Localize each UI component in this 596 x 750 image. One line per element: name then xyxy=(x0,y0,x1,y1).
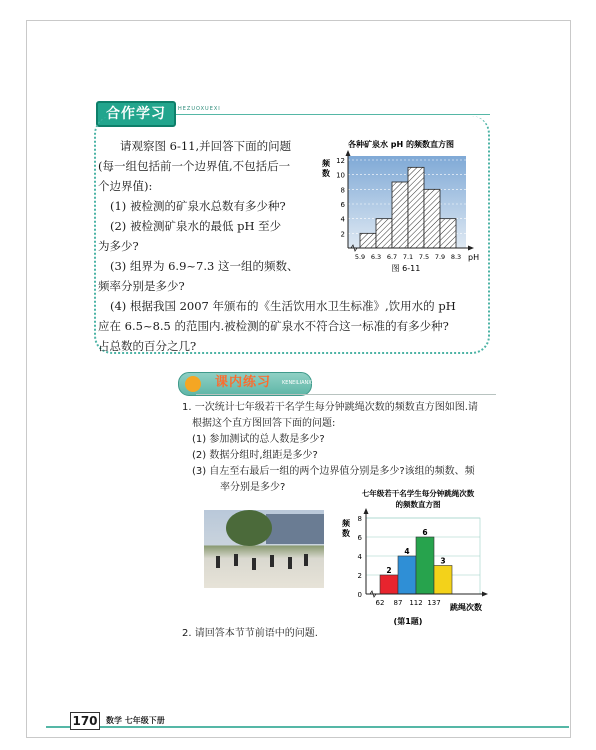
ph-bar xyxy=(408,167,424,248)
rope-x-tick-label: 62 xyxy=(375,599,385,607)
ph-y-tick-label: 12 xyxy=(336,157,345,165)
rope-bar-value-label: 3 xyxy=(440,556,446,566)
sun-icon xyxy=(185,376,201,392)
ph-chart-title: 各种矿泉水 pH 的频数直方图 xyxy=(348,140,454,149)
ph-chart-ylabel-2: 数 xyxy=(322,169,330,178)
rope-skipping-histogram xyxy=(336,486,500,628)
q1-line-2: (1) 参加测试的总人数是多少? xyxy=(192,434,325,445)
ph-y-tick-label: 2 xyxy=(340,230,345,239)
coop-line-10: 占总数的百分之几? xyxy=(98,339,197,353)
rope-y-tick-label: 2 xyxy=(357,572,362,580)
q1-line-4: (3) 自左至右最后一组的两个边界值分别是多少?该组的频数、频 xyxy=(192,466,475,477)
rope-chart-fig-label: (第1题) xyxy=(393,617,423,626)
book-title: 数学 七年级下册 xyxy=(106,716,165,725)
coop-line-6: (3) 组界为 6.9~7.3 这一组的频数、 xyxy=(110,259,299,273)
coop-line-8: (4) 根据我国 2007 年颁布的《生活饮用水卫生标准》,饮用水的 pH xyxy=(110,299,456,313)
coop-line-9: 应在 6.5~8.5 的范围内.被检测的矿泉水不符合这一标准的有多少种? xyxy=(98,319,449,333)
ph-histogram xyxy=(318,136,484,274)
rope-y-tick-label: 4 xyxy=(357,553,362,561)
rope-bar-value-label: 4 xyxy=(404,547,410,556)
ph-y-tick-label: 8 xyxy=(340,186,345,195)
rope-bar xyxy=(380,575,398,594)
ph-x-arrow xyxy=(468,246,474,251)
practice-title: 课内练习 xyxy=(215,375,272,390)
rope-chart-title-2: 的频数直方图 xyxy=(395,500,441,509)
practice-divider xyxy=(196,394,496,395)
rope-y-tick-label: 6 xyxy=(357,534,362,542)
rope-bar xyxy=(398,556,416,594)
ph-y-tick-label: 10 xyxy=(336,171,345,180)
rope-x-tick-label: 137 xyxy=(427,599,441,607)
ph-y-tick-label: 4 xyxy=(340,215,345,224)
coop-line-3: (1) 被检测的矿泉水总数有多少种? xyxy=(110,199,286,213)
rope-chart-ylabel-2: 数 xyxy=(342,529,350,538)
rope-x-tick-label: 87 xyxy=(393,599,403,607)
coop-line-1: (每一组包括前一个边界值,不包括后一 xyxy=(98,159,291,173)
rope-skipping-photo xyxy=(204,510,324,588)
q1-line-5: 率分别是多少? xyxy=(220,482,286,493)
rope-origin-label: 0 xyxy=(357,591,362,599)
ph-x-tick-label: 7.1 xyxy=(402,253,414,261)
coop-section-subtitle: HEZUOXUEXI xyxy=(178,106,221,112)
rope-bar-value-label: 2 xyxy=(386,566,392,575)
ph-chart-xlabel: pH xyxy=(468,253,480,262)
ph-y-arrow xyxy=(346,150,351,156)
rope-chart-xlabel: 跳绳次数 xyxy=(450,603,482,612)
page-number: 170 xyxy=(70,712,100,730)
rope-bar xyxy=(416,537,434,594)
rope-x-arrow xyxy=(482,592,488,597)
ph-x-tick-label: 6.7 xyxy=(386,253,398,261)
ph-bar xyxy=(360,233,376,248)
coop-section-title: 合作学习 xyxy=(96,101,176,127)
q2-text: 2. 请回答本节节前语中的问题. xyxy=(182,628,318,639)
coop-line-5: 为多少? xyxy=(98,239,139,253)
footer-rule xyxy=(46,726,569,728)
ph-bar xyxy=(440,219,456,248)
q1-line-3: (2) 数据分组时,组距是多少? xyxy=(192,450,318,461)
ph-bar xyxy=(392,182,408,248)
q1-line-0: 1. 一次统计七年级若干名学生每分钟跳绳次数的频数直方图如图.请 xyxy=(182,402,478,413)
practice-subtitle: KENEILIANXI xyxy=(282,380,314,386)
ph-x-tick-label: 7.5 xyxy=(418,253,430,261)
ph-bar xyxy=(424,189,440,248)
rope-y-arrow xyxy=(364,508,369,514)
q1-line-1: 根据这个直方图回答下面的问题: xyxy=(192,418,336,429)
ph-x-tick-label: 8.3 xyxy=(450,253,462,261)
ph-x-tick-label: 6.3 xyxy=(370,253,382,261)
ph-chart-ylabel-1: 频 xyxy=(322,159,330,168)
rope-bar-value-label: 6 xyxy=(422,528,428,537)
ph-x-tick-label: 5.9 xyxy=(354,253,366,261)
ph-bar xyxy=(376,219,392,248)
rope-x-tick-label: 112 xyxy=(409,599,423,607)
section-divider xyxy=(172,114,490,115)
coop-line-7: 频率分别是多少? xyxy=(98,279,185,293)
rope-y-tick-label: 8 xyxy=(357,515,362,523)
ph-x-tick-label: 7.9 xyxy=(434,253,446,261)
rope-chart-ylabel-1: 频 xyxy=(342,519,350,528)
coop-line-0: 请观察图 6-11,并回答下面的问题 xyxy=(120,139,292,153)
rope-bar xyxy=(434,566,452,595)
rope-chart-title-1: 七年级若干名学生每分钟跳绳次数 xyxy=(361,489,475,498)
coop-line-4: (2) 被检测矿泉水的最低 pH 至少 xyxy=(110,219,282,233)
coop-line-2: 个边界值): xyxy=(98,179,153,193)
ph-chart-caption: 图 6-11 xyxy=(391,264,421,273)
ph-y-tick-label: 6 xyxy=(340,201,345,209)
